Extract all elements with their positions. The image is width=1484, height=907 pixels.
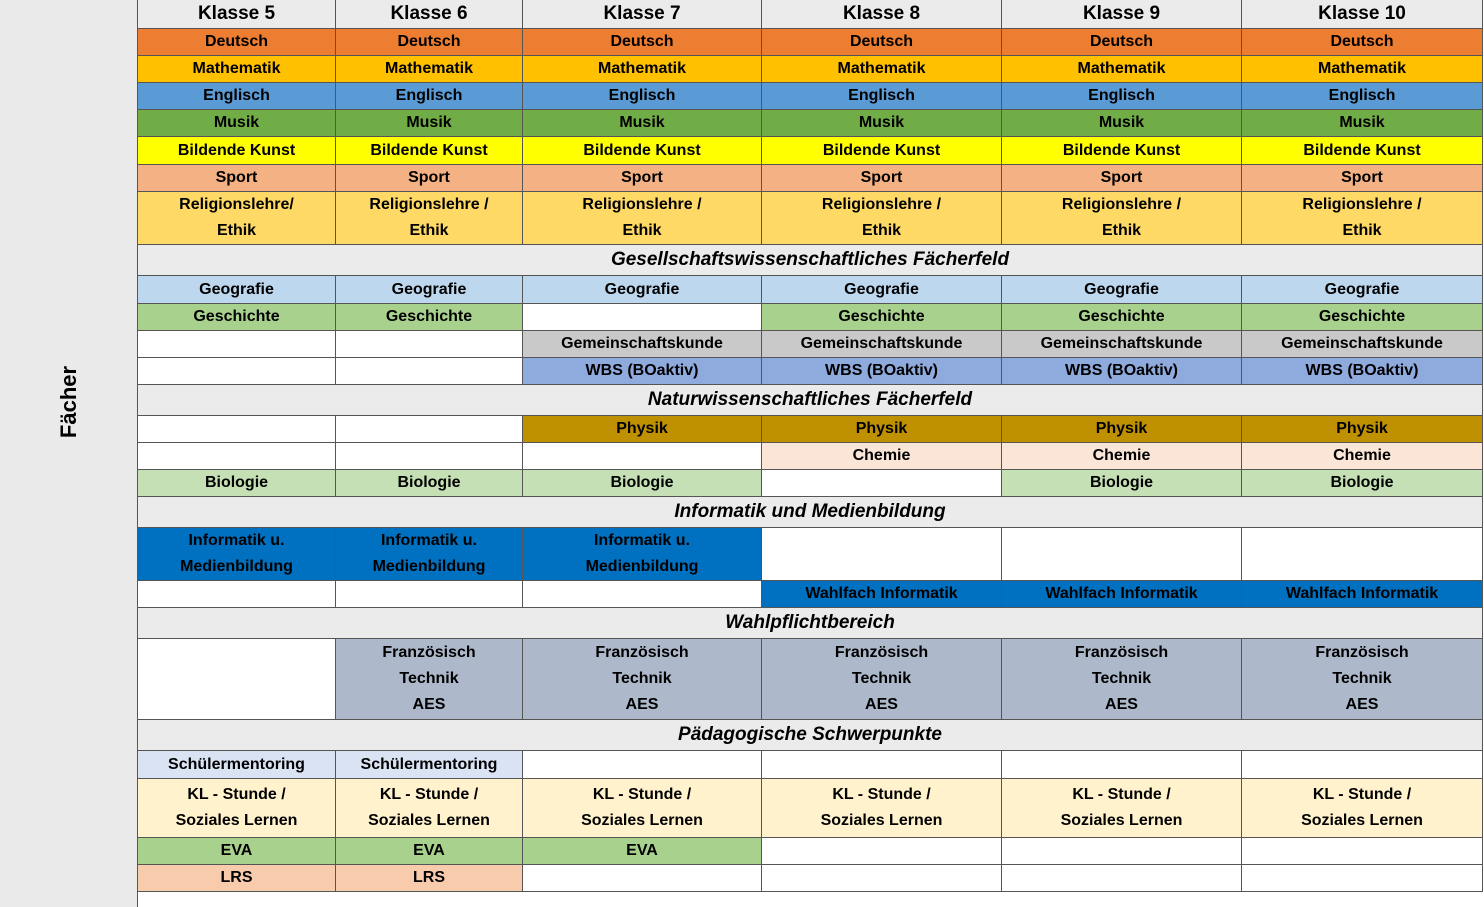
side-label: Fächer (56, 365, 81, 439)
informatik-medienbildung-row-cell (336, 528, 523, 581)
musik-row-cell (523, 110, 762, 137)
cell-text: Geschichte (193, 308, 280, 325)
cell-text: Bildende Kunst (1303, 141, 1421, 159)
chemie-row-cell (1002, 443, 1242, 470)
wahlfach-informatik-row-cell (336, 581, 523, 608)
cell-text: Ethik (1342, 222, 1382, 239)
cell-text: Englisch (1088, 87, 1155, 104)
cell-text: Deutsch (849, 33, 914, 50)
sport-row-cell (523, 165, 762, 192)
geschichte-row-cell (1242, 304, 1483, 331)
sport-row-cell (1242, 165, 1483, 192)
cell-text: LRS (413, 869, 445, 886)
lrs-row-cell (138, 865, 336, 892)
cell-text: Technik (1332, 670, 1392, 687)
cell-text: KL - Stunde / (1072, 786, 1171, 803)
deutsch-row-cell (1242, 29, 1483, 56)
geografie-row-cell (762, 276, 1002, 304)
schuelermentoring-row-cell (336, 751, 523, 779)
eva-row-cell (138, 838, 336, 865)
eva-row-cell (1242, 838, 1483, 865)
eva-row-cell (1002, 838, 1242, 865)
column-header (762, 0, 1002, 29)
cell-text: Chemie (1092, 447, 1151, 464)
kl-stunde-row-cell (762, 779, 1002, 838)
informatik-medienbildung-row-cell (138, 528, 336, 581)
column-header (1002, 0, 1242, 29)
cell-text: Technik (612, 670, 672, 687)
physik-row-cell (138, 416, 336, 443)
wahlfach-informatik-row-cell (1242, 581, 1483, 608)
section-title: Pädagogische Schwerpunkte (678, 724, 942, 745)
cell-text: Französisch (382, 644, 476, 661)
cell-text: Religionslehre / (821, 196, 942, 213)
cell-text: Geografie (391, 280, 467, 298)
lrs-row-cell (336, 865, 523, 892)
geografie-row-cell (336, 276, 523, 304)
cell-text: Religionslehre / (369, 196, 489, 213)
cell-text: Geschichte (838, 308, 925, 325)
cell-text: Ethik (409, 222, 449, 239)
column-header-label: Klasse 9 (1082, 3, 1161, 24)
cell-text: Geografie (844, 280, 919, 298)
religion-row-cell (762, 192, 1002, 245)
cell-text: AES (865, 696, 898, 713)
cell-text: Technik (399, 670, 459, 687)
cell-text: Geschichte (1318, 308, 1406, 325)
cell-text: Mathematik (192, 60, 281, 77)
chemie-row-cell (523, 443, 762, 470)
cell-text: KL - Stunde / (379, 786, 479, 803)
cell-text: Französisch (1315, 644, 1409, 661)
religion-row-cell (336, 192, 523, 245)
cell-text: Religionslehre / (1302, 196, 1422, 213)
cell-text: Musik (406, 114, 452, 131)
column-header (336, 0, 523, 29)
bildende-kunst-row-cell (523, 137, 762, 165)
cell-text: Englisch (608, 87, 676, 104)
biologie-row-cell (762, 470, 1002, 497)
cell-text: WBS (BOaktiv) (1065, 362, 1178, 379)
cell-text: Geografie (1324, 280, 1400, 298)
cell-text: Soziales Lernen (368, 812, 490, 829)
religion-row-cell (523, 192, 762, 245)
schuelermentoring-row-cell (1242, 751, 1483, 779)
deutsch-row-cell (1002, 29, 1242, 56)
cell-text: Technik (851, 670, 912, 687)
cell-text: Bildende Kunst (177, 141, 296, 159)
cell-text: Musik (1339, 114, 1385, 131)
musik-row-cell (762, 110, 1002, 137)
chemie-row-cell (336, 443, 523, 470)
cell-text: Chemie (852, 447, 911, 464)
mathematik-row-cell (1242, 56, 1483, 83)
cell-text: Religionslehre/ (179, 196, 294, 213)
cell-text: Deutsch (610, 33, 674, 50)
schuelermentoring-row-cell (523, 751, 762, 779)
geografie-row-cell (1242, 276, 1483, 304)
biologie-row-cell (138, 470, 336, 497)
kl-stunde-row-cell (336, 779, 523, 838)
cell-text: Informatik u. (593, 532, 690, 549)
cell-text: Gemeinschaftskunde (800, 335, 963, 352)
cell-text: Ethik (216, 222, 257, 239)
chemie-row-cell (1242, 443, 1483, 470)
cell-text: Deutsch (1330, 33, 1394, 50)
cell-text: Mathematik (597, 60, 687, 77)
kl-stunde-row-cell (138, 779, 336, 838)
wahlpflicht-row-cell (1002, 639, 1242, 720)
deutsch-row-cell (138, 29, 336, 56)
cell-text: Informatik u. (188, 532, 285, 549)
cell-text: Soziales Lernen (581, 812, 703, 829)
cell-text: AES (1105, 696, 1138, 713)
cell-text: Sport (408, 169, 450, 186)
englisch-row-cell (1242, 83, 1483, 110)
gemeinschaftskunde-row-cell (1002, 331, 1242, 358)
column-header (523, 0, 762, 29)
cell-text: Soziales Lernen (820, 812, 943, 829)
cell-text: Gemeinschaftskunde (561, 335, 723, 352)
bildende-kunst-row-cell (336, 137, 523, 165)
cell-text: Physik (1336, 420, 1388, 437)
geschichte-row-cell (523, 304, 762, 331)
sport-row-cell (336, 165, 523, 192)
biologie-row-cell (1242, 470, 1483, 497)
cell-text: WBS (BOaktiv) (1305, 362, 1419, 379)
section-title: Wahlpflichtbereich (725, 612, 895, 633)
wbs-row-cell (762, 358, 1002, 385)
cell-text: Biologie (397, 474, 461, 491)
geschichte-row-cell (1002, 304, 1242, 331)
englisch-row-cell (762, 83, 1002, 110)
sport-row-cell (138, 165, 336, 192)
cell-text: Sport (860, 169, 903, 186)
cell-text: Gemeinschaftskunde (1281, 335, 1443, 352)
cell-text: Mathematik (1077, 60, 1166, 77)
gemeinschaftskunde-row-cell (336, 331, 523, 358)
section-header (138, 608, 1483, 639)
cell-text: EVA (626, 842, 658, 859)
biologie-row-cell (523, 470, 762, 497)
wahlfach-informatik-row-cell (1002, 581, 1242, 608)
cell-text: EVA (220, 842, 253, 859)
gemeinschaftskunde-row-cell (1242, 331, 1483, 358)
cell-text: Geschichte (1078, 308, 1165, 325)
cell-text: AES (1345, 696, 1379, 713)
biologie-row-cell (1002, 470, 1242, 497)
schuelermentoring-row-cell (1002, 751, 1242, 779)
cell-text: Physik (1095, 420, 1148, 437)
cell-text: Musik (619, 114, 665, 131)
cell-text: Mathematik (1317, 60, 1407, 77)
cell-text: Physik (855, 420, 908, 437)
gemeinschaftskunde-row-cell (762, 331, 1002, 358)
cell-text: Englisch (1328, 87, 1396, 104)
cell-text: KL - Stunde / (832, 786, 931, 803)
cell-text: Schülermentoring (360, 755, 498, 773)
cell-text: Musik (213, 114, 260, 131)
lrs-row-cell (762, 865, 1002, 892)
cell-text: KL - Stunde / (187, 786, 286, 803)
cell-text: Französisch (595, 644, 689, 661)
section-title: Naturwissenschaftliches Fächerfeld (647, 389, 973, 410)
cell-text: AES (412, 696, 446, 713)
cell-text: Geografie (1084, 280, 1159, 298)
physik-row-cell (1002, 416, 1242, 443)
cell-text: Französisch (1074, 644, 1169, 661)
column-header-label: Klasse 8 (842, 3, 921, 24)
cell-text: LRS (220, 869, 253, 886)
cell-text: Wahlfach Informatik (1285, 585, 1439, 602)
section-header (138, 720, 1483, 751)
mathematik-row-cell (138, 56, 336, 83)
schuelermentoring-row-cell (762, 751, 1002, 779)
side-label-panel (0, 0, 138, 907)
cell-text: Schülermentoring (168, 755, 305, 773)
cell-text: WBS (BOaktiv) (585, 362, 699, 379)
cell-text: Bildende Kunst (1062, 141, 1181, 159)
cell-text: KL - Stunde / (592, 786, 692, 803)
cell-text: Gemeinschaftskunde (1040, 335, 1203, 352)
deutsch-row-cell (336, 29, 523, 56)
cell-text: Bildende Kunst (822, 141, 941, 159)
wahlpflicht-row-cell (336, 639, 523, 720)
mathematik-row-cell (1002, 56, 1242, 83)
cell-text: Informatik u. (380, 532, 477, 549)
religion-row-cell (138, 192, 336, 245)
section-title: Gesellschaftswissenschaftliches Fächerfeld (610, 249, 1010, 270)
cell-text: Französisch (834, 644, 929, 661)
mathematik-row-cell (762, 56, 1002, 83)
cell-text: Geschichte (385, 308, 473, 325)
cell-text: Chemie (1333, 447, 1391, 464)
wahlpflicht-row-cell (138, 639, 336, 720)
mathematik-row-cell (336, 56, 523, 83)
section-header (138, 385, 1483, 416)
lrs-row-cell (1242, 865, 1483, 892)
schuelermentoring-row-cell (138, 751, 336, 779)
cell-text: EVA (413, 842, 445, 859)
geografie-row-cell (523, 276, 762, 304)
cell-text: Geografie (199, 280, 274, 298)
cell-text: Religionslehre / (582, 196, 702, 213)
cell-text: Englisch (203, 87, 270, 104)
physik-row-cell (1242, 416, 1483, 443)
cell-text: Ethik (861, 222, 902, 239)
cell-text: Englisch (848, 87, 915, 104)
biologie-row-cell (336, 470, 523, 497)
cell-text: Deutsch (397, 33, 461, 50)
geschichte-row-cell (336, 304, 523, 331)
deutsch-row-cell (523, 29, 762, 56)
cell-text: Wahlfach Informatik (805, 585, 958, 602)
chemie-row-cell (138, 443, 336, 470)
englisch-row-cell (523, 83, 762, 110)
gemeinschaftskunde-row-cell (523, 331, 762, 358)
cell-text: KL - Stunde / (1312, 786, 1412, 803)
musik-row-cell (1242, 110, 1483, 137)
cell-text: Sport (1100, 169, 1143, 186)
physik-row-cell (336, 416, 523, 443)
informatik-medienbildung-row-cell (1002, 528, 1242, 581)
geografie-row-cell (138, 276, 336, 304)
geografie-row-cell (1002, 276, 1242, 304)
physik-row-cell (762, 416, 1002, 443)
section-header (138, 245, 1483, 276)
gemeinschaftskunde-row-cell (138, 331, 336, 358)
musik-row-cell (138, 110, 336, 137)
cell-text: Mathematik (837, 60, 926, 77)
cell-text: Soziales Lernen (1301, 812, 1423, 829)
cell-text: Physik (616, 420, 668, 437)
section-header (138, 497, 1483, 528)
wbs-row-cell (1002, 358, 1242, 385)
wbs-row-cell (523, 358, 762, 385)
column-header-label: Klasse 5 (197, 3, 276, 24)
column-header-label: Klasse 7 (603, 3, 681, 24)
kl-stunde-row-cell (523, 779, 762, 838)
cell-text: Musik (1098, 114, 1145, 131)
cell-text: Bildende Kunst (370, 141, 488, 159)
englisch-row-cell (1002, 83, 1242, 110)
column-header-label: Klasse 6 (390, 3, 468, 24)
wahlpflicht-row-cell (523, 639, 762, 720)
cell-text: AES (625, 696, 659, 713)
eva-row-cell (762, 838, 1002, 865)
cell-text: Medienbildung (180, 558, 293, 575)
eva-row-cell (336, 838, 523, 865)
wahlfach-informatik-row-cell (762, 581, 1002, 608)
bildende-kunst-row-cell (138, 137, 336, 165)
cell-text: Wahlfach Informatik (1045, 585, 1198, 602)
bildende-kunst-row-cell (1242, 137, 1483, 165)
lrs-row-cell (523, 865, 762, 892)
wbs-row-cell (138, 358, 336, 385)
musik-row-cell (1002, 110, 1242, 137)
mathematik-row-cell (523, 56, 762, 83)
informatik-medienbildung-row-cell (523, 528, 762, 581)
eva-row-cell (523, 838, 762, 865)
geschichte-row-cell (762, 304, 1002, 331)
cell-text: Bildende Kunst (583, 141, 701, 159)
deutsch-row-cell (762, 29, 1002, 56)
sport-row-cell (1002, 165, 1242, 192)
cell-text: WBS (BOaktiv) (825, 362, 938, 379)
informatik-medienbildung-row-cell (1242, 528, 1483, 581)
wahlfach-informatik-row-cell (523, 581, 762, 608)
englisch-row-cell (336, 83, 523, 110)
cell-text: Religionslehre / (1061, 196, 1182, 213)
section-title: Informatik und Medienbildung (674, 501, 946, 522)
cell-text: Deutsch (204, 33, 269, 50)
bildende-kunst-row-cell (1002, 137, 1242, 165)
column-header (1242, 0, 1483, 29)
bildende-kunst-row-cell (762, 137, 1002, 165)
geschichte-row-cell (138, 304, 336, 331)
cell-text: Medienbildung (585, 558, 699, 575)
wbs-row-cell (1242, 358, 1483, 385)
physik-row-cell (523, 416, 762, 443)
wahlfach-informatik-row-cell (138, 581, 336, 608)
wahlpflicht-row-cell (762, 639, 1002, 720)
chemie-row-cell (762, 443, 1002, 470)
cell-text: Musik (858, 114, 905, 131)
cell-text: Englisch (395, 87, 463, 104)
cell-text: Technik (1091, 670, 1152, 687)
column-header-label: Klasse 10 (1318, 3, 1406, 24)
cell-text: Geografie (604, 280, 680, 298)
cell-text: Soziales Lernen (175, 812, 298, 829)
informatik-medienbildung-row-cell (762, 528, 1002, 581)
cell-text: Biologie (1089, 474, 1154, 491)
cell-text: Sport (1341, 169, 1383, 186)
cell-text: Medienbildung (372, 558, 486, 575)
kl-stunde-row-cell (1242, 779, 1483, 838)
kl-stunde-row-cell (1002, 779, 1242, 838)
wahlpflicht-row-cell (1242, 639, 1483, 720)
wbs-row-cell (336, 358, 523, 385)
cell-text: Ethik (1101, 222, 1142, 239)
cell-text: Biologie (1330, 474, 1394, 491)
cell-text: Mathematik (384, 60, 474, 77)
religion-row-cell (1002, 192, 1242, 245)
column-header (138, 0, 336, 29)
cell-text: Biologie (204, 474, 269, 491)
lrs-row-cell (1002, 865, 1242, 892)
cell-text: Deutsch (1089, 33, 1154, 50)
cell-text: Sport (621, 169, 663, 186)
englisch-row-cell (138, 83, 336, 110)
musik-row-cell (336, 110, 523, 137)
cell-text: Biologie (610, 474, 674, 491)
religion-row-cell (1242, 192, 1483, 245)
cell-text: Soziales Lernen (1060, 812, 1183, 829)
sport-row-cell (762, 165, 1002, 192)
cell-text: Ethik (622, 222, 662, 239)
cell-text: Sport (215, 169, 258, 186)
